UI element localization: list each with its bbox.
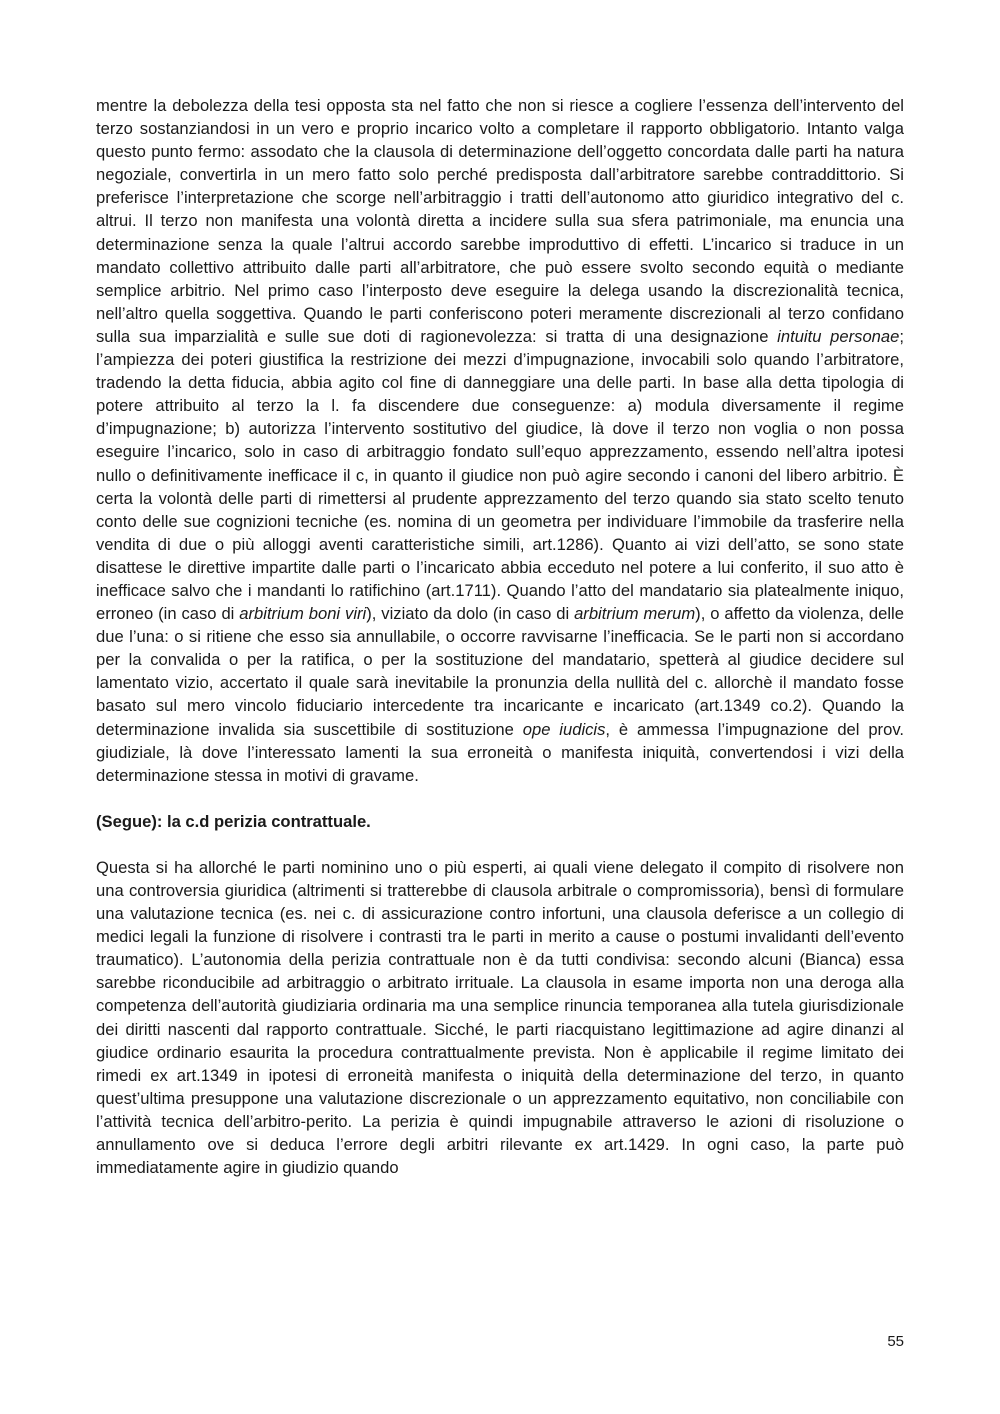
latin-term-intuitu-personae: intuitu personae [777,326,900,346]
paragraph-1-segment: ), o affetto da violenza, delle due l’una: o si ritiene che esso sia annullabile, o occorre ravvisarne l’inefficacia. Se le parti non si accordano per la convalida o per la ratifica, o per la sostituzione del mandatario, spetterà al giudice decidere sul lamentato vizio, accertato il quale sarà inevitabile la pronunzia della nullità del c. allorchè il mandato fosse basato sul mero vincolo fiduciario intercedente tra incaricante e incaricato (art.1349 co.2). Quando la determinazione invalida sia suscettibile di sostituzione [96,604,904,739]
paragraph-1-segment: ; l’ampiezza dei poteri giustifica la restrizione dei mezzi d’impugnazione, invocabili solo quando l’arbitratore, tradendo la detta fiducia, abbia agito col fine di danneggiare una delle parti. In base alla detta tipologia di potere attribuito al terzo la l. fa discendere due conseguenze: a) modula diversamente il regime d’impugnazione; b) autorizza l’intervento sostitutivo del giudice, là dove il terzo non voglia o non possa eseguire l’incarico, solo in caso di arbitraggio fondato sull’equo apprezzamento, essendo nell’altra ipotesi nullo o definitivamente inefficace il c, in quanto il giudice non può agire secondo i canoni del libero arbitrio. È certa la volontà delle parti di rimettersi al prudente apprezzamento del terzo quando sia stato scelto tenuto conto delle sue cognizioni tecniche (es. nomina di un geometra per individuare l’immobile da trasferire nella vendita di due o più alloggi aventi caratteristiche simili, art.1286). Quanto ai vizi dell’atto, se sono state disattese le direttive impartite dalle parti o l’incaricato abbia ecceduto nel potere a lui conferito, il suo atto è inefficace salvo che i mandanti lo ratifichino (art.1711). Quando l’atto del mandatario sia platealmente iniquo, erroneo (in caso di [96,326,904,624]
document-page [96,94,904,1179]
paragraph-1-segment: , è ammessa l’impugnazione del prov. giudiziale, là dove l’interessato lamenti la sua erroneità o manifesta iniquità, convertendosi i vizi della determinazione stessa in motivi di gravame. [96,719,904,785]
body-paragraph-2: Questa si ha allorché le parti nominino uno o più esperti, ai quali viene delegato il compito di risolvere non una controversia giuridica (altrimenti si tratterebbe di clausola arbitrale o compromissoria), bensì di formulare una valutazione tecnica (es. nei c. di assicurazione contro infortuni, una clausola deferisce a un collegio di medici legali la funzione di risolvere i contrasti tra le parti in merito a cause o postumi invalidanti dell’evento traumatico). L’autonomia della perizia contrattuale non è da tutti condivisa: secondo alcuni (Bianca) essa sarebbe riconducibile ad arbitraggio o arbitrato irrituale. La clausola in esame importa non una deroga alla competenza dell’autorità giudiziaria ordinaria ma una semplice rinuncia temporanea alla tutela giurisdizionale dei diritti nascenti dal rapporto contrattuale. Sicché, le parti riacquistano legittimazione ad agire dinanzi al giudice ordinario esaurita la procedura contrattualmente prevista. Non è applicabile il regime limitato dei rimedi ex art.1349 in ipotesi di erroneità manifesta o iniquità della determinazione del terzo, in quanto quest’ultima presuppone una valutazione discrezionale o un apprezzamento equitativo, non conciliabile con l’attività tecnica dell’arbitro-perito. La perizia è quindi impugnabile attraverso le azioni di risoluzione o annullamento ove si deduca l’errore degli arbitri rilevante ex art.1429. In ogni caso, la parte può immediatamente agire in giudizio quando [96,857,904,1178]
paragraph-1-segment: mentre la debolezza della tesi opposta sta nel fatto che non si riesce a cogliere l’essenza dell’intervento del terzo sostanziandosi in un vero e proprio incarico volto a completare il rapporto obbligatorio. Intanto valga questo punto fermo: assodato che la clausola di determinazione dell’oggetto concordata dalle parti ha natura negoziale, convertirla in un mero fatto solo perché predisposta dall’arbitratore sarebbe contraddittorio. Si preferisce l’interpretazione che scorge nell’arbitraggio i tratti dell’autonomo atto giuridico integrativo del c. altrui. Il terzo non manifesta una volontà diretta a incidere sulla sua sfera patrimoniale, ma enuncia una determinazione senza la quale l’altrui accordo sarebbe improduttivo di effetti. L’incarico si traduce in un mandato collettivo attribuito dalle parti all’arbitratore, che può essere svolto secondo equità o mediante semplice arbitrio. Nel primo caso l’interposto deve eseguire la delega usando la discrezionalità tecnica, nell’altro quella soggettiva. Quando le parti conferiscono poteri meramente discrezionali al terzo confidano sulla sua imparzialità e sulle sue doti di ragionevolezza: si tratta di una designazione [96,96,904,346]
section-heading: (Segue): la c.d perizia contrattuale. [96,811,371,831]
latin-term-arbitrium-boni-viri: arbitrium boni viri [239,604,367,624]
paragraph-1-segment: ), viziato da dolo (in caso di [366,604,575,624]
body-paragraph-1 [96,94,904,787]
latin-term-arbitrium-merum: arbitrium merum [574,604,696,624]
latin-term-ope-iudicis: ope iudicis [522,719,606,739]
page-number: 55 [887,1333,904,1350]
